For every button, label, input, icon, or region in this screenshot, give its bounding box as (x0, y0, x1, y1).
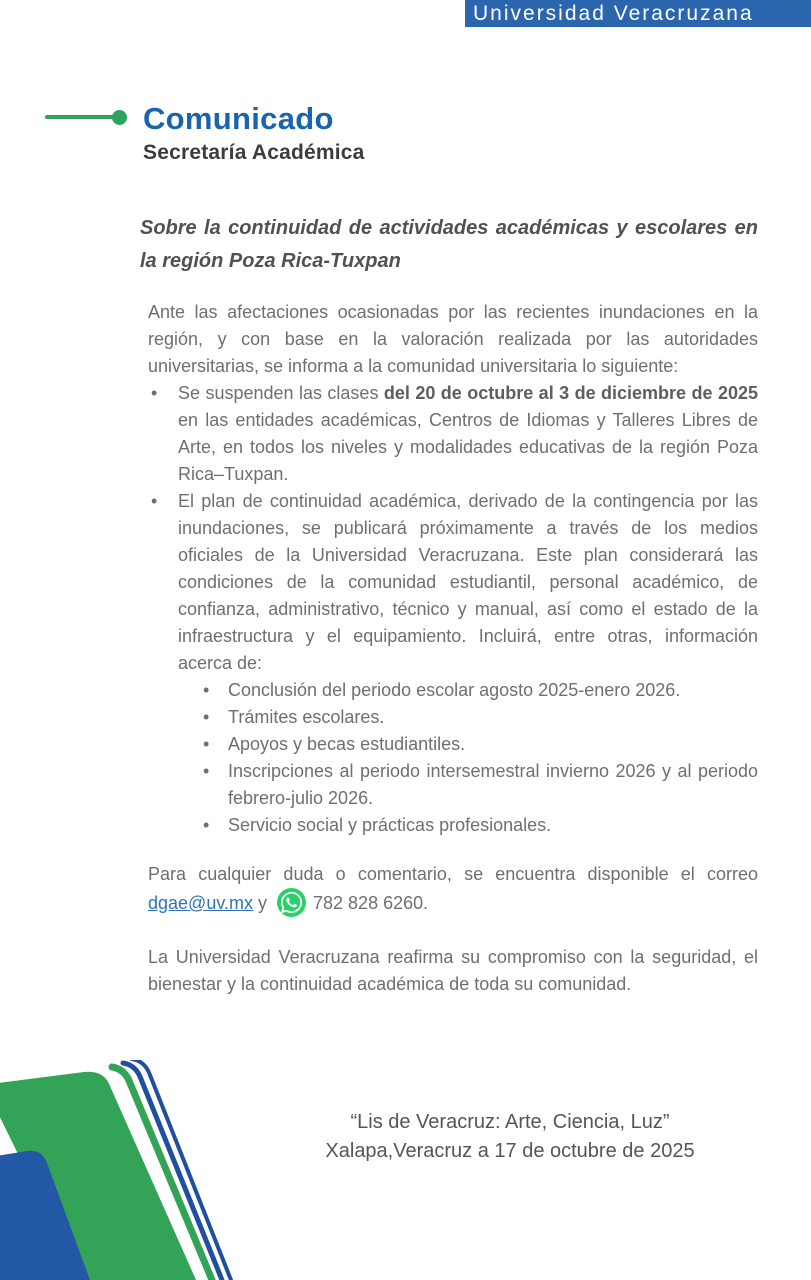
page-title: Comunicado (143, 101, 334, 136)
page-subtitle: Secretaría Académica (143, 140, 365, 164)
closing-paragraph: La Universidad Veracruzana reafirma su compromiso con la seguridad, el bienestar y la continuidad académica de toda su comunidad. (148, 947, 758, 994)
sub-list-item: • Apoyos y becas estudiantiles. (178, 731, 758, 758)
main-bullet-list (148, 380, 758, 839)
document-heading (143, 103, 365, 165)
motto-quote: “Lis de Veracruz: Arte, Ciencia, Luz” (350, 1111, 670, 1133)
accent-dot-icon (112, 110, 127, 125)
list-item (148, 380, 758, 488)
list-item (148, 488, 758, 839)
body-text-wrap (140, 299, 758, 998)
university-name: Universidad Veracruzana (473, 1, 754, 25)
contact-pre: Para cualquier duda o comentario, se encuentra disponible el correo (148, 864, 758, 884)
document-body (140, 212, 758, 998)
document-subject: Sobre la continuidad de actividades académicas y escolares en la región Poza Rica-Tuxpan (140, 217, 758, 272)
corner-stripes-graphic (0, 1060, 260, 1280)
document-footer (250, 1108, 770, 1166)
whatsapp-icon (277, 888, 306, 917)
university-banner (465, 0, 811, 27)
bullet1-bold-dates: del 20 de octubre al 3 de diciembre de 2025 (383, 383, 758, 403)
sub-list-item: • Trámites escolares. (178, 704, 758, 731)
email-link[interactable]: dgae@uv.mx (148, 893, 253, 913)
bullet2-text: El plan de continuidad académica, derivado de la contingencia por las inundaciones, se publicará próximamente a través de los medios oficiales de la Universidad Veracruzana. Este plan considerará las condiciones de la comunidad estudiantil, personal académico, de confianza, administrativo, técnico y manual, así como el estado de la infraestructura y el equipamiento. Incluirá, entre otras, información acerca de: (178, 491, 758, 673)
contact-paragraph (148, 861, 758, 917)
intro-paragraph: Ante las afectaciones ocasionadas por las recientes inundaciones en la región, y con base en la valoración realizada por las autoridades universitarias, se informa a la comunidad universitaria lo siguiente: (148, 302, 758, 376)
contact-connector: y (253, 893, 273, 913)
accent-line (45, 115, 115, 119)
bullet1-pre: Se suspenden las clases (178, 383, 384, 403)
sub-list-item: • Conclusión del periodo escolar agosto 2025-enero 2026. (178, 677, 758, 704)
phone-number: 782 828 6260. (313, 893, 429, 913)
sub-list-item: • Inscripciones al periodo intersemestral invierno 2026 y al periodo febrero-julio 2026. (178, 758, 758, 812)
sub-list-item: • Servicio social y prácticas profesionales. (178, 812, 758, 839)
sub-bullet-list (178, 677, 758, 839)
dateline: Xalapa,Veracruz a 17 de octubre de 2025 (325, 1140, 695, 1162)
bullet1-post: en las entidades académicas, Centros de Idiomas y Talleres Libres de Arte, en todos los niveles y modalidades educativas de la región Poza Rica–Tuxpan. (178, 410, 758, 484)
